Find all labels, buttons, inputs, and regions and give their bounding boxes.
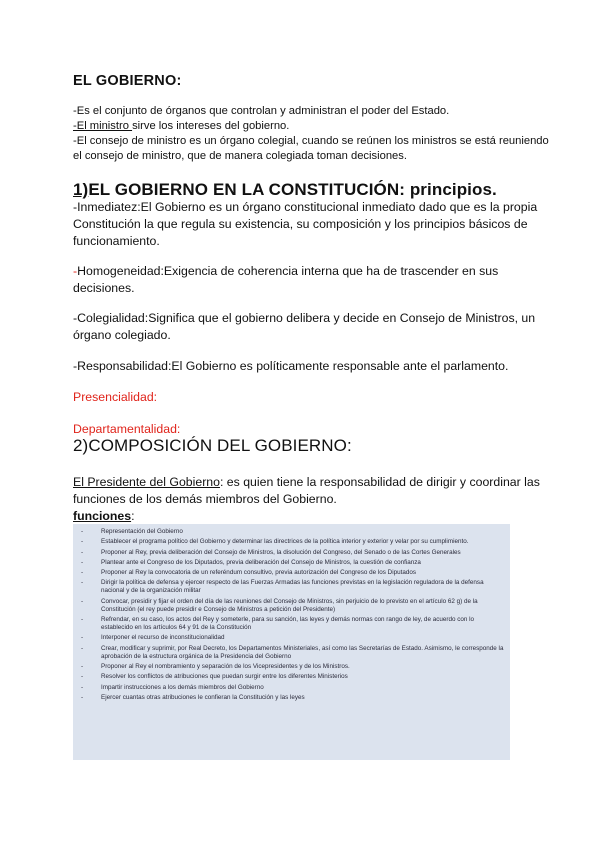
function-item: - Representación del Gobierno — [81, 528, 183, 535]
function-item: - Interponer el recurso de inconstitucionalidad — [81, 634, 225, 642]
funciones-colon: : — [131, 509, 135, 523]
funciones-label: funciones — [73, 509, 132, 523]
section-2-heading: 2)COMPOSICIÓN DEL GOBIERNO: — [73, 436, 352, 455]
function-item: - Convocar, presidir y fijar el orden del día de las reuniones del Consejo de Ministros, sin perjuicio de lo previsto en el artículo 62 g) de la Constitución (el rey puede presidir e Consejo de Ministros a petición del Presidente) — [81, 597, 478, 613]
function-item: - Ejercer cuantas otras atribuciones le confieran la Constitución y las leyes — [81, 693, 305, 701]
funciones-heading — [73, 509, 135, 523]
function-item: - Establecer el programa político del Gobierno y determinar las directrices de la política interior y exterior y velar por su cumplimiento. — [81, 538, 469, 546]
intro-line-2-rest: sirve los intereses del gobierno. — [132, 120, 290, 132]
functions-list — [73, 524, 510, 702]
intro-line-2 — [73, 119, 553, 134]
section-1-number: 1) — [73, 180, 89, 199]
function-item: - Impartir instrucciones a los demás miembros del Gobierno — [81, 683, 264, 691]
function-item: - Dirigir la política de defensa y ejercer respecto de las Fuerzas Armadas las funciones previstas en la legislación reguladora de la defensa nacional y de la organización militar — [81, 579, 484, 595]
functions-box — [73, 524, 510, 760]
president-label: El Presidente del Gobierno — [73, 475, 220, 489]
intro-line-3: -El consejo de ministro es un órgano colegial, cuando se reúnen los ministros se está reuniendo el consejo de ministro, que de manera colegiada toman decisiones. — [73, 135, 549, 162]
departamentalidad-label: Departamentalidad: — [73, 422, 181, 436]
homogeneidad-dash: - — [73, 264, 78, 278]
page-title: EL GOBIERNO: — [73, 73, 182, 89]
intro-block — [73, 104, 553, 164]
presencialidad-label: Presencialidad: — [73, 390, 158, 404]
intro-line-2-underlined: -El ministro — [73, 120, 133, 132]
intro-line-1: -Es el conjunto de órganos que controlan y administran el poder del Estado. — [73, 105, 450, 117]
principle-inmediatez: -Inmediatez:El Gobierno es un órgano constitucional inmediato dado que es la propia Constitución la que regula su existencia, su composición y los principios básicos de funcionamiento. — [73, 200, 538, 248]
principle-colegialidad: -Colegialidad:Significa que el gobierno delibera y decide en Consejo de Ministros, un órgano colegiado. — [73, 311, 536, 342]
section-1-heading — [73, 180, 497, 200]
function-item: - Plantear ante el Congreso de los Diputados, previa deliberación del Consejo de Ministros, la cuestión de confianza — [81, 558, 421, 566]
function-item: - Refrendar, en su caso, los actos del Rey y someterle, para su sanción, las leyes y demás normas con rango de ley, de acuerdo con lo establecido en los artículos 64 y 91 de la Constitución — [81, 616, 474, 632]
function-item: - Resolver los conflictos de atribuciones que puedan surgir entre los diferentes Ministerios — [81, 673, 348, 681]
function-item: - Proponer al Rey el nombramiento y separación de los Vicepresidentes y de los Ministros. — [81, 662, 350, 670]
function-item: - Crear, modificar y suprimir, por Real Decreto, los Departamentos Ministeriales, así como las Secretarías de Estado. Asimismo, le corresponde la aprobación de la estructura orgánica de la Presidencia del Gobierno — [81, 644, 504, 660]
function-item: - Proponer al Rey, previa deliberación del Consejo de Ministros, la disolución del Congreso, del Senado o de las Cortes Generales — [81, 548, 461, 556]
principle-responsabilidad: -Responsabilidad:El Gobierno es políticamente responsable ante el parlamento. — [73, 359, 509, 373]
homogeneidad-text: Homogeneidad:Exigencia de coherencia interna que ha de trascender en sus decisiones. — [73, 264, 499, 295]
president-text: : es quien tiene la responsabilidad de dirigir y coordinar las funciones de los demás miembros del Gobierno. — [73, 475, 540, 506]
function-item: - Proponer al Rey la convocatoria de un referéndum consultivo, previa autorización del Congreso de los Diputados — [81, 569, 417, 577]
president-paragraph — [73, 474, 543, 508]
principle-homogeneidad — [73, 263, 543, 297]
section-1-heading-text: EL GOBIERNO EN LA CONSTITUCIÓN: principios. — [88, 180, 497, 199]
